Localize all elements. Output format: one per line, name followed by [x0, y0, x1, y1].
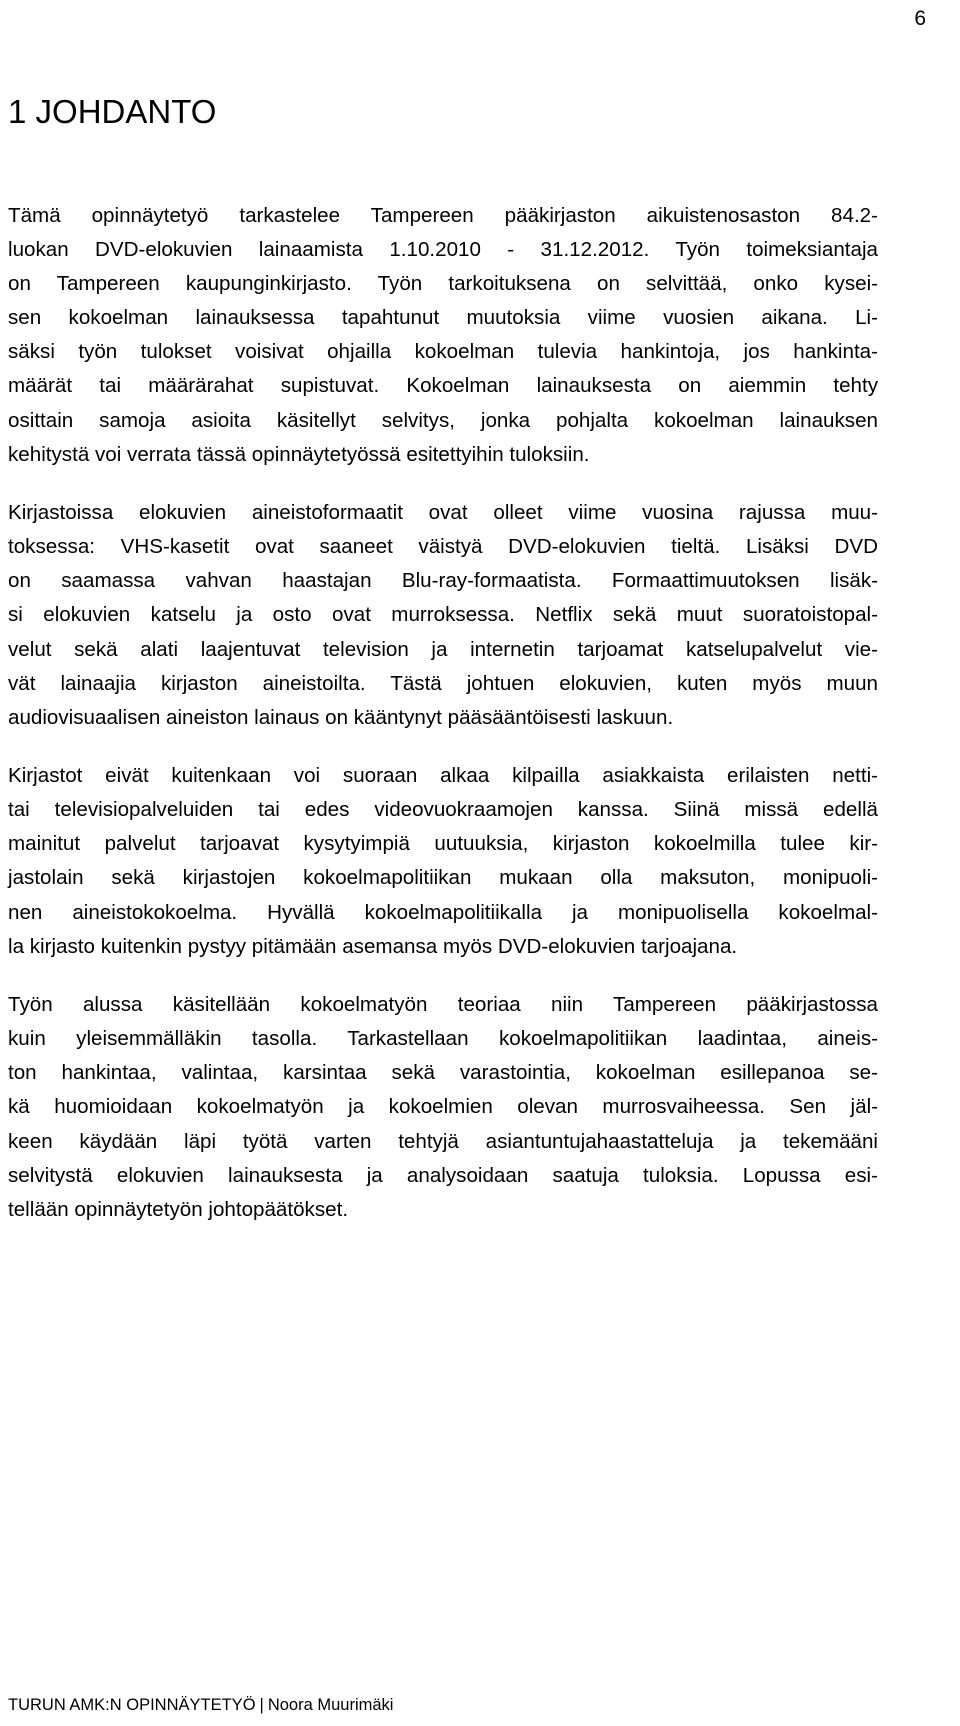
text-line: si elokuvien katselu ja osto ovat murroksessa. Netflix sekä muut suoratoistopal- [8, 603, 878, 627]
text-line: kehitystä voi verrata tässä opinnäytetyössä esitettyihin tuloksiin. [8, 442, 590, 466]
text-line: Kirjastot eivät kuitenkaan voi suoraan alkaa kilpailla asiakkaista erilaisten netti- [8, 764, 878, 788]
text-line: mainitut palvelut tarjoavat kysytyimpiä uutuuksia, kirjaston kokoelmilla tulee kir- [8, 832, 878, 856]
text-line: kuin yleisemmälläkin tasolla. Tarkastellaan kokoelmapolitiikan laadintaa, aineis- [8, 1027, 878, 1051]
text-line: tai televisiopalveluiden tai edes videovuokraamojen kanssa. Siinä missä edellä [8, 798, 878, 822]
text-line: osittain samoja asioita käsitellyt selvitys, jonka pohjalta kokoelman lainauksen [8, 408, 878, 432]
text-line: Tämä opinnäytetyö tarkastelee Tampereen pääkirjaston aikuistenosaston 84.2- [8, 204, 878, 227]
footer-institution: TURUN AMK:N OPINNÄYTETYÖ [8, 1696, 256, 1714]
text-line: la kirjasto kuitenkin pystyy pitämään asemansa myös DVD-elokuvien tarjoajana. [8, 934, 738, 958]
footer-author: Noora Muurimäki [267, 1696, 394, 1714]
paragraph-1 [8, 199, 878, 472]
text-line: säksi työn tulokset voisivat ohjailla kokoelman tulevia hankintoja, jos hankinta- [8, 340, 878, 364]
text-line: sen kokoelman lainauksessa tapahtunut muutoksia viime vuosien aikana. Li- [8, 306, 878, 330]
text-line: määrät tai määrärahat supistuvat. Kokoelman lainauksesta on aiemmin tehty [8, 374, 878, 398]
text-line: Työn alussa käsitellään kokoelmatyön teoriaa niin Tampereen pääkirjastossa [8, 993, 878, 1017]
text-line: kä huomioidaan kokoelmatyön ja kokoelmien olevan murrosvaiheessa. Sen jäl- [8, 1095, 878, 1119]
text-line: audiovisuaalisen aineiston lainaus on kääntynyt pääsääntöisesti laskuun. [8, 705, 674, 729]
text-line: nen aineistokokoelma. Hyvällä kokoelmapolitiikalla ja monipuolisella kokoelmal- [8, 900, 878, 924]
text-line: on saamassa vahvan haastajan Blu-ray-formaatista. Formaattimuutoksen lisäk- [8, 569, 878, 593]
text-line: toksessa: VHS-kasetit ovat saaneet väistyä DVD-elokuvien tieltä. Lisäksi DVD [8, 535, 878, 559]
text-line: tellään opinnäytetyön johtopäätökset. [8, 1197, 349, 1221]
text-line: velut sekä alati laajentuvat television ja internetin tarjoamat katselupalvelut vie- [8, 637, 878, 661]
text-line: luokan DVD-elokuvien lainaamista 1.10.2010 - 31.12.2012. Työn toimeksiantaja [8, 238, 878, 262]
text-line: on Tampereen kaupunginkirjasto. Työn tarkoituksena on selvittää, onko kysei- [8, 272, 878, 296]
text-line: selvitystä elokuvien lainauksesta ja analysoidaan saatuja tuloksia. Lopussa esi- [8, 1163, 878, 1187]
page-number: 6 [914, 7, 926, 30]
text-line: vät lainaajia kirjaston aineistoilta. Tästä johtuen elokuvien, kuten myös muun [8, 671, 878, 695]
footer-separator: | [259, 1696, 264, 1714]
document-body [8, 199, 878, 1227]
paragraph-3 [8, 759, 878, 964]
paragraph-4 [8, 988, 878, 1227]
text-line: ton hankintaa, valintaa, karsintaa sekä varastointia, kokoelman esillepanoa se- [8, 1061, 878, 1085]
paragraph-2 [8, 496, 878, 735]
text-line: jastolain sekä kirjastojen kokoelmapolitiikan mukaan olla maksuton, monipuoli- [8, 866, 878, 890]
text-line: Kirjastoissa elokuvien aineistoformaatit ovat olleet viime vuosina rajussa muu- [8, 501, 878, 525]
text-line: keen käydään läpi työtä varten tehtyjä asiantuntujahaastatteluja ja tekemääni [8, 1129, 878, 1153]
chapter-heading: 1 JOHDANTO [8, 93, 217, 130]
page-footer [8, 1697, 393, 1714]
